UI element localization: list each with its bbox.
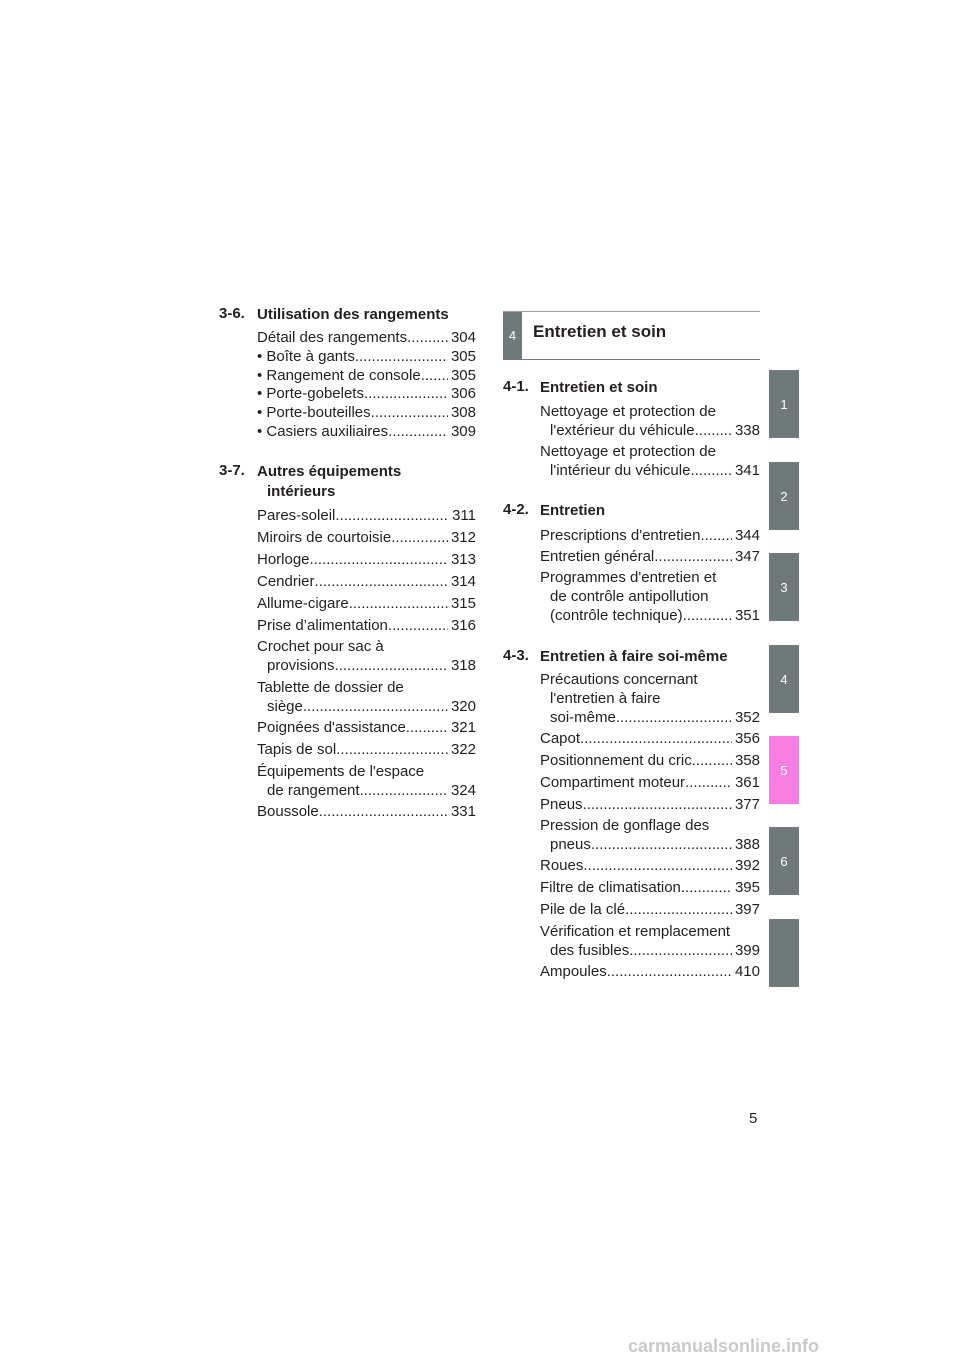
toc-entry[interactable] (540, 568, 760, 625)
toc-entry[interactable] (257, 328, 476, 347)
entry-page: 316 (450, 617, 476, 634)
entry-text: soi-même (550, 709, 616, 726)
toc-entry[interactable] (540, 751, 760, 770)
chapter-title: Entretien et soin (533, 322, 667, 341)
entry-text: Filtre de climatisation (540, 879, 681, 896)
entry-text: Allume-cigare (257, 595, 349, 612)
entry-text: Tapis de sol (257, 741, 337, 758)
entry-text: Pression de gonflage des (540, 817, 710, 834)
toc-entry[interactable] (257, 740, 476, 759)
entry-text: Pares-soleil (257, 507, 336, 524)
entry-text: Compartiment moteur (540, 774, 686, 791)
entry-text: Nettoyage et protection de (540, 443, 716, 460)
entry-page: 309 (450, 423, 476, 440)
entry-page: 395 (734, 879, 760, 896)
entry-page: 338 (734, 422, 760, 439)
chapter-header (503, 311, 760, 360)
entry-page: 399 (734, 942, 760, 959)
toc-entry[interactable] (257, 616, 476, 635)
section-number: 4-2. (503, 501, 529, 518)
entry-text: Précautions concernant (540, 671, 698, 688)
chapter-tab-3[interactable]: 3 (769, 553, 799, 621)
toc-entry[interactable] (257, 594, 476, 613)
entry-text: siège (267, 698, 303, 715)
entry-text: de rangement (267, 782, 360, 799)
toc-entry[interactable] (257, 550, 476, 569)
entry-page: 356 (734, 730, 760, 747)
section-number: 3-7. (219, 462, 245, 479)
toc-entry[interactable] (257, 366, 476, 385)
toc-entry[interactable] (540, 402, 760, 440)
entry-page: 314 (450, 573, 476, 590)
toc-entry[interactable] (257, 718, 476, 737)
entry-text: Prescriptions d'entretien (540, 527, 701, 544)
entry-text: Miroirs de courtoisie (257, 529, 392, 546)
entry-page: 410 (734, 963, 760, 980)
entry-page: 377 (734, 796, 760, 813)
toc-entry[interactable] (257, 572, 476, 591)
toc-entry[interactable] (257, 678, 476, 716)
entry-text: • Boîte à gants (257, 348, 355, 365)
toc-entry[interactable] (540, 900, 760, 919)
section-title: Utilisation des rangements (257, 306, 449, 323)
toc-entry[interactable] (540, 670, 760, 727)
entry-page: 397 (734, 901, 760, 918)
toc-entry[interactable] (540, 795, 760, 814)
chapter-tab-4[interactable]: 4 (769, 645, 799, 713)
chapter-tab-2[interactable]: 2 (769, 462, 799, 530)
toc-entry[interactable] (257, 637, 476, 675)
entry-text: Nettoyage et protection de (540, 403, 716, 420)
entry-page: 312 (450, 529, 476, 546)
entry-text: Poignées d'assistance (257, 719, 406, 736)
toc-entry[interactable] (257, 422, 476, 441)
entry-text: Pile de la clé (540, 901, 626, 918)
section-title: Entretien (540, 502, 606, 519)
toc-entry[interactable] (540, 442, 760, 480)
entry-page: 321 (450, 719, 476, 736)
toc-entry[interactable] (257, 762, 476, 800)
chapter-tab-5[interactable]: 5 (769, 736, 799, 804)
entry-page: 320 (450, 698, 476, 715)
watermark: carmanualsonline.info (628, 1336, 820, 1356)
page-number: 5 (749, 1110, 758, 1127)
entry-text: (contrôle technique) (550, 607, 683, 624)
entry-text: Boussole (257, 803, 319, 820)
entry-page: 352 (734, 709, 760, 726)
entry-page: 308 (450, 404, 476, 421)
toc-entry[interactable] (540, 962, 760, 981)
entry-text: l'extérieur du véhicule (550, 422, 695, 439)
entry-text: Roues (540, 857, 584, 874)
entry-page: 304 (450, 329, 476, 346)
section-title (257, 462, 401, 502)
entry-page: 358 (734, 752, 760, 769)
section-number: 4-3. (503, 647, 529, 664)
entry-page: 311 (452, 507, 476, 524)
toc-entry[interactable] (540, 547, 760, 566)
entry-text: Positionnement du cric (540, 752, 692, 769)
toc-entry[interactable] (257, 347, 476, 366)
entry-text: pneus (550, 836, 591, 853)
chapter-tab-1[interactable]: 1 (769, 370, 799, 438)
entry-page: 344 (734, 527, 760, 544)
toc-entry[interactable] (257, 403, 476, 422)
entry-text: l'entretien à faire (550, 690, 661, 707)
entry-page: 388 (734, 836, 760, 853)
entry-page: 324 (450, 782, 476, 799)
entry-text: provisions (267, 657, 335, 674)
entry-text: Pneus (540, 796, 583, 813)
entry-page: 347 (734, 548, 760, 565)
entry-text: • Porte-bouteilles (257, 404, 371, 421)
entry-text: Crochet pour sac à (257, 638, 384, 655)
section-title: Entretien et soin (540, 379, 658, 396)
toc-entry[interactable] (540, 856, 760, 875)
entry-page: 315 (450, 595, 476, 612)
entry-text: Programmes d'entretien et (540, 569, 717, 586)
toc-entry[interactable] (540, 526, 760, 545)
entry-text: • Rangement de console (257, 367, 421, 384)
entry-page: 392 (734, 857, 760, 874)
entry-page: 351 (734, 607, 760, 624)
entry-text: l'intérieur du véhicule (550, 462, 691, 479)
toc-entry[interactable] (257, 384, 476, 403)
toc-entry[interactable] (257, 802, 476, 821)
toc-entry[interactable] (540, 816, 760, 854)
entry-page: 305 (450, 367, 476, 384)
entry-page: 322 (450, 741, 476, 758)
entry-page: 313 (450, 551, 476, 568)
section-number: 4-1. (503, 378, 529, 395)
section-number: 3-6. (219, 305, 245, 322)
entry-page: 318 (450, 657, 476, 674)
toc-entry[interactable] (257, 506, 476, 525)
entry-page: 305 (450, 348, 476, 365)
entry-text: Tablette de dossier de (257, 679, 404, 696)
entry-text: Détail des rangements (257, 329, 408, 346)
entry-text: Prise d’alimentation (257, 617, 388, 634)
entry-text: des fusibles (550, 942, 630, 959)
chapter-tab-index[interactable] (769, 919, 799, 987)
entry-page: 306 (450, 385, 476, 402)
chapter-number: 4 (503, 312, 522, 359)
entry-text: Horloge (257, 551, 310, 568)
entry-text: Équipements de l'espace (257, 763, 425, 780)
entry-text: • Casiers auxiliaires (257, 423, 389, 440)
section-title: Entretien à faire soi-même (540, 648, 728, 665)
entry-text: Entretien général (540, 548, 655, 565)
toc-entry[interactable] (257, 528, 476, 547)
toc-entry[interactable] (540, 878, 760, 897)
chapter-tab-6[interactable]: 6 (769, 827, 799, 895)
section-title-line: Autres équipements (257, 463, 402, 480)
entry-text: Capot (540, 730, 581, 747)
entry-page: 341 (734, 462, 760, 479)
toc-entry[interactable] (540, 773, 760, 792)
section-title-line: intérieurs (267, 483, 336, 500)
entry-page: 331 (450, 803, 476, 820)
toc-entry[interactable] (540, 922, 760, 960)
entry-text: Vérification et remplacement (540, 923, 731, 940)
entry-text: de contrôle antipollution (550, 588, 709, 605)
entry-text: Cendrier (257, 573, 315, 590)
entry-text: Ampoules (540, 963, 607, 980)
entry-text: • Porte-gobelets (257, 385, 364, 402)
entry-page: 361 (734, 774, 760, 791)
toc-entry[interactable] (540, 729, 760, 748)
